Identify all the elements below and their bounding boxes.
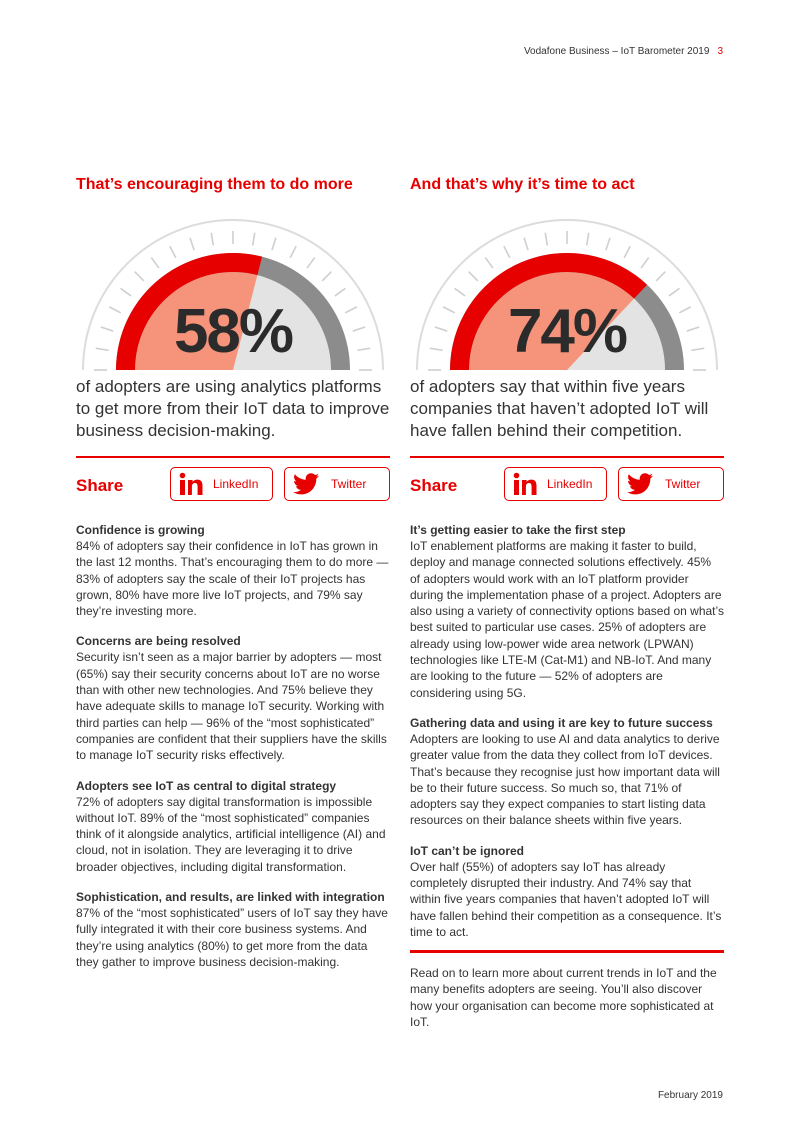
linkedin-icon <box>179 472 203 496</box>
gauge-tick <box>524 238 528 250</box>
gauge-tick <box>322 272 331 281</box>
section-body: 87% of the “most sophisticated” users of IoT say they have fully integrated it with their core business systems. And they’re using analytics (80%) to get more from the data they gather to improve business decision-making. <box>76 906 388 969</box>
page-number: 3 <box>717 46 723 57</box>
share-label: Share <box>76 476 124 495</box>
gauge-tick <box>504 246 510 258</box>
left-gauge-caption: of adopters are using analytics platforms to get more from their IoT data to improve business decision-making. <box>76 377 390 440</box>
section-heading: Sophistication, and results, are linked with integration <box>76 890 385 905</box>
gauge-tick <box>443 307 455 313</box>
left-gauge <box>79 214 387 374</box>
gauge-tick <box>669 288 680 296</box>
section-heading: Confidence is growing <box>76 523 205 537</box>
gauge-tick <box>656 272 665 281</box>
twitter-label: Twitter <box>331 477 367 491</box>
twitter-icon <box>293 473 319 495</box>
linkedin-label: LinkedIn <box>213 477 259 491</box>
gauge-tick <box>485 258 493 269</box>
divider <box>76 456 390 458</box>
gauge-tick <box>430 348 443 350</box>
gauge-value: 58% <box>173 297 293 366</box>
gauge-tick <box>587 233 589 246</box>
gauge-tick <box>455 288 466 296</box>
gauge-tick <box>190 238 194 250</box>
section <box>76 778 390 875</box>
gauge-tick <box>253 233 255 246</box>
section-heading: Concerns are being resolved <box>76 634 241 649</box>
gauge-tick <box>687 327 699 331</box>
section-heading: IoT can’t be ignored <box>410 843 525 858</box>
gauge-tick <box>679 307 691 313</box>
header-title: Vodafone Business – IoT Barometer 2019 <box>523 46 710 57</box>
linkedin-share-button[interactable] <box>504 467 607 501</box>
section <box>76 633 390 763</box>
section <box>410 843 724 940</box>
section <box>410 522 724 701</box>
section <box>410 715 724 829</box>
gauge-tick <box>624 246 630 258</box>
gauge-tick <box>435 327 447 331</box>
gauge-tick <box>606 238 610 250</box>
section <box>76 522 390 619</box>
right-gauge <box>413 214 721 374</box>
gauge-tick <box>109 307 121 313</box>
gauge-tick <box>545 233 547 246</box>
twitter-label: Twitter <box>665 477 701 491</box>
gauge-tick <box>211 233 213 246</box>
gauge-tick <box>96 348 109 350</box>
closing-divider <box>410 950 724 953</box>
gauge-tick <box>272 238 276 250</box>
section-body: 72% of adopters say digital transformation is impossible without IoT. 89% of the “most sophisticated” companies think of it alongside analytics, artificial intelligence (AI) and cloud, not in isolation. They are leveraging it to drive broader objectives, including digital transformation. <box>76 794 386 874</box>
gauge-tick <box>335 288 346 296</box>
page-header <box>524 46 723 57</box>
right-body <box>410 522 724 954</box>
closing-paragraph: Read on to learn more about current trends in IoT and the many benefits adopters are seeing. You’ll also discover how your organisation can become more sophisticated at IoT. <box>410 966 717 1029</box>
twitter-share-button[interactable] <box>618 467 724 501</box>
section-body: Adopters are looking to use AI and data analytics to derive greater value from the data they collect from IoT devices. That’s because they recognise just how important data will be to their future success. So much so, that 71% of adopters say they expect companies to start listing data resources on their balance sheets within five years. <box>410 731 720 828</box>
gauge-value: 74% <box>507 297 627 366</box>
section-heading: Adopters see IoT as central to digital strategy <box>76 778 337 793</box>
gauge-tick <box>121 288 132 296</box>
gauge-tick <box>151 258 159 269</box>
twitter-icon <box>627 473 653 495</box>
footer-date: February 2019 <box>657 1090 723 1101</box>
gauge-tick <box>307 258 315 269</box>
linkedin-share-button[interactable] <box>170 467 273 501</box>
divider <box>410 456 724 458</box>
gauge-tick <box>691 348 704 350</box>
gauge-tick <box>135 272 144 281</box>
linkedin-label: LinkedIn <box>547 477 593 491</box>
gauge-tick <box>290 246 296 258</box>
section-body: Over half (55%) of adopters say IoT has already completely disrupted their industry. And 74% say that within five years companies that haven’t adopted IoT will have fallen behind their competition as a consequence. It’s time to act. <box>410 859 722 939</box>
section-body: Security isn’t seen as a major barrier by adopters — most (65%) say their security concerns about IoT are no worse than with other new technologies. And 75% believe they have adequate skills to manage IoT security. Working with third parties can help — 96% of the “most sophisticated” companies are confident that their suppliers have the skills to manage IoT security risks effectively. <box>76 650 387 763</box>
section <box>76 889 390 970</box>
section-body: IoT enablement platforms are making it faster to build, deploy and manage connected solutions effectively. 45% of adopters would work with an IoT platform provider during the implementation phase of a project. Adopters are also using a variety of connectivity options based on what’s best suited to particular use cases. 25% of adopters are already using low-power wide area network (LPWAN) technologies like LTE-M (Cat-M1) and NB-IoT. And many are looking to the future — 52% of adopters are considering using 5G. <box>410 539 724 700</box>
linkedin-icon <box>513 472 537 496</box>
left-column-title: That’s encouraging them to do more <box>76 176 353 193</box>
section-heading: It’s getting easier to take the first step <box>410 523 626 537</box>
right-gauge-caption: of adopters say that within five years companies that haven’t adopted IoT will have fallen behind their competition. <box>410 377 709 440</box>
section-body: 84% of adopters say their confidence in IoT has grown in the last 12 months. That’s encouraging them to do more — 83% of adopters say the scale of their IoT projects has grown, 80% have more live IoT projects, and 79% say they’re investing more. <box>76 539 389 619</box>
gauge-tick <box>353 327 365 331</box>
gauge-tick <box>357 348 370 350</box>
gauge-tick <box>170 246 176 258</box>
right-column-title: And that’s why it’s time to act <box>410 176 635 193</box>
gauge-tick <box>469 272 478 281</box>
left-body <box>76 522 390 984</box>
gauge-tick <box>345 307 357 313</box>
twitter-share-button[interactable] <box>284 467 390 501</box>
section-heading: Gathering data and using it are key to future success <box>410 715 713 730</box>
share-label: Share <box>410 476 458 495</box>
gauge-tick <box>101 327 113 331</box>
gauge-tick <box>641 258 649 269</box>
